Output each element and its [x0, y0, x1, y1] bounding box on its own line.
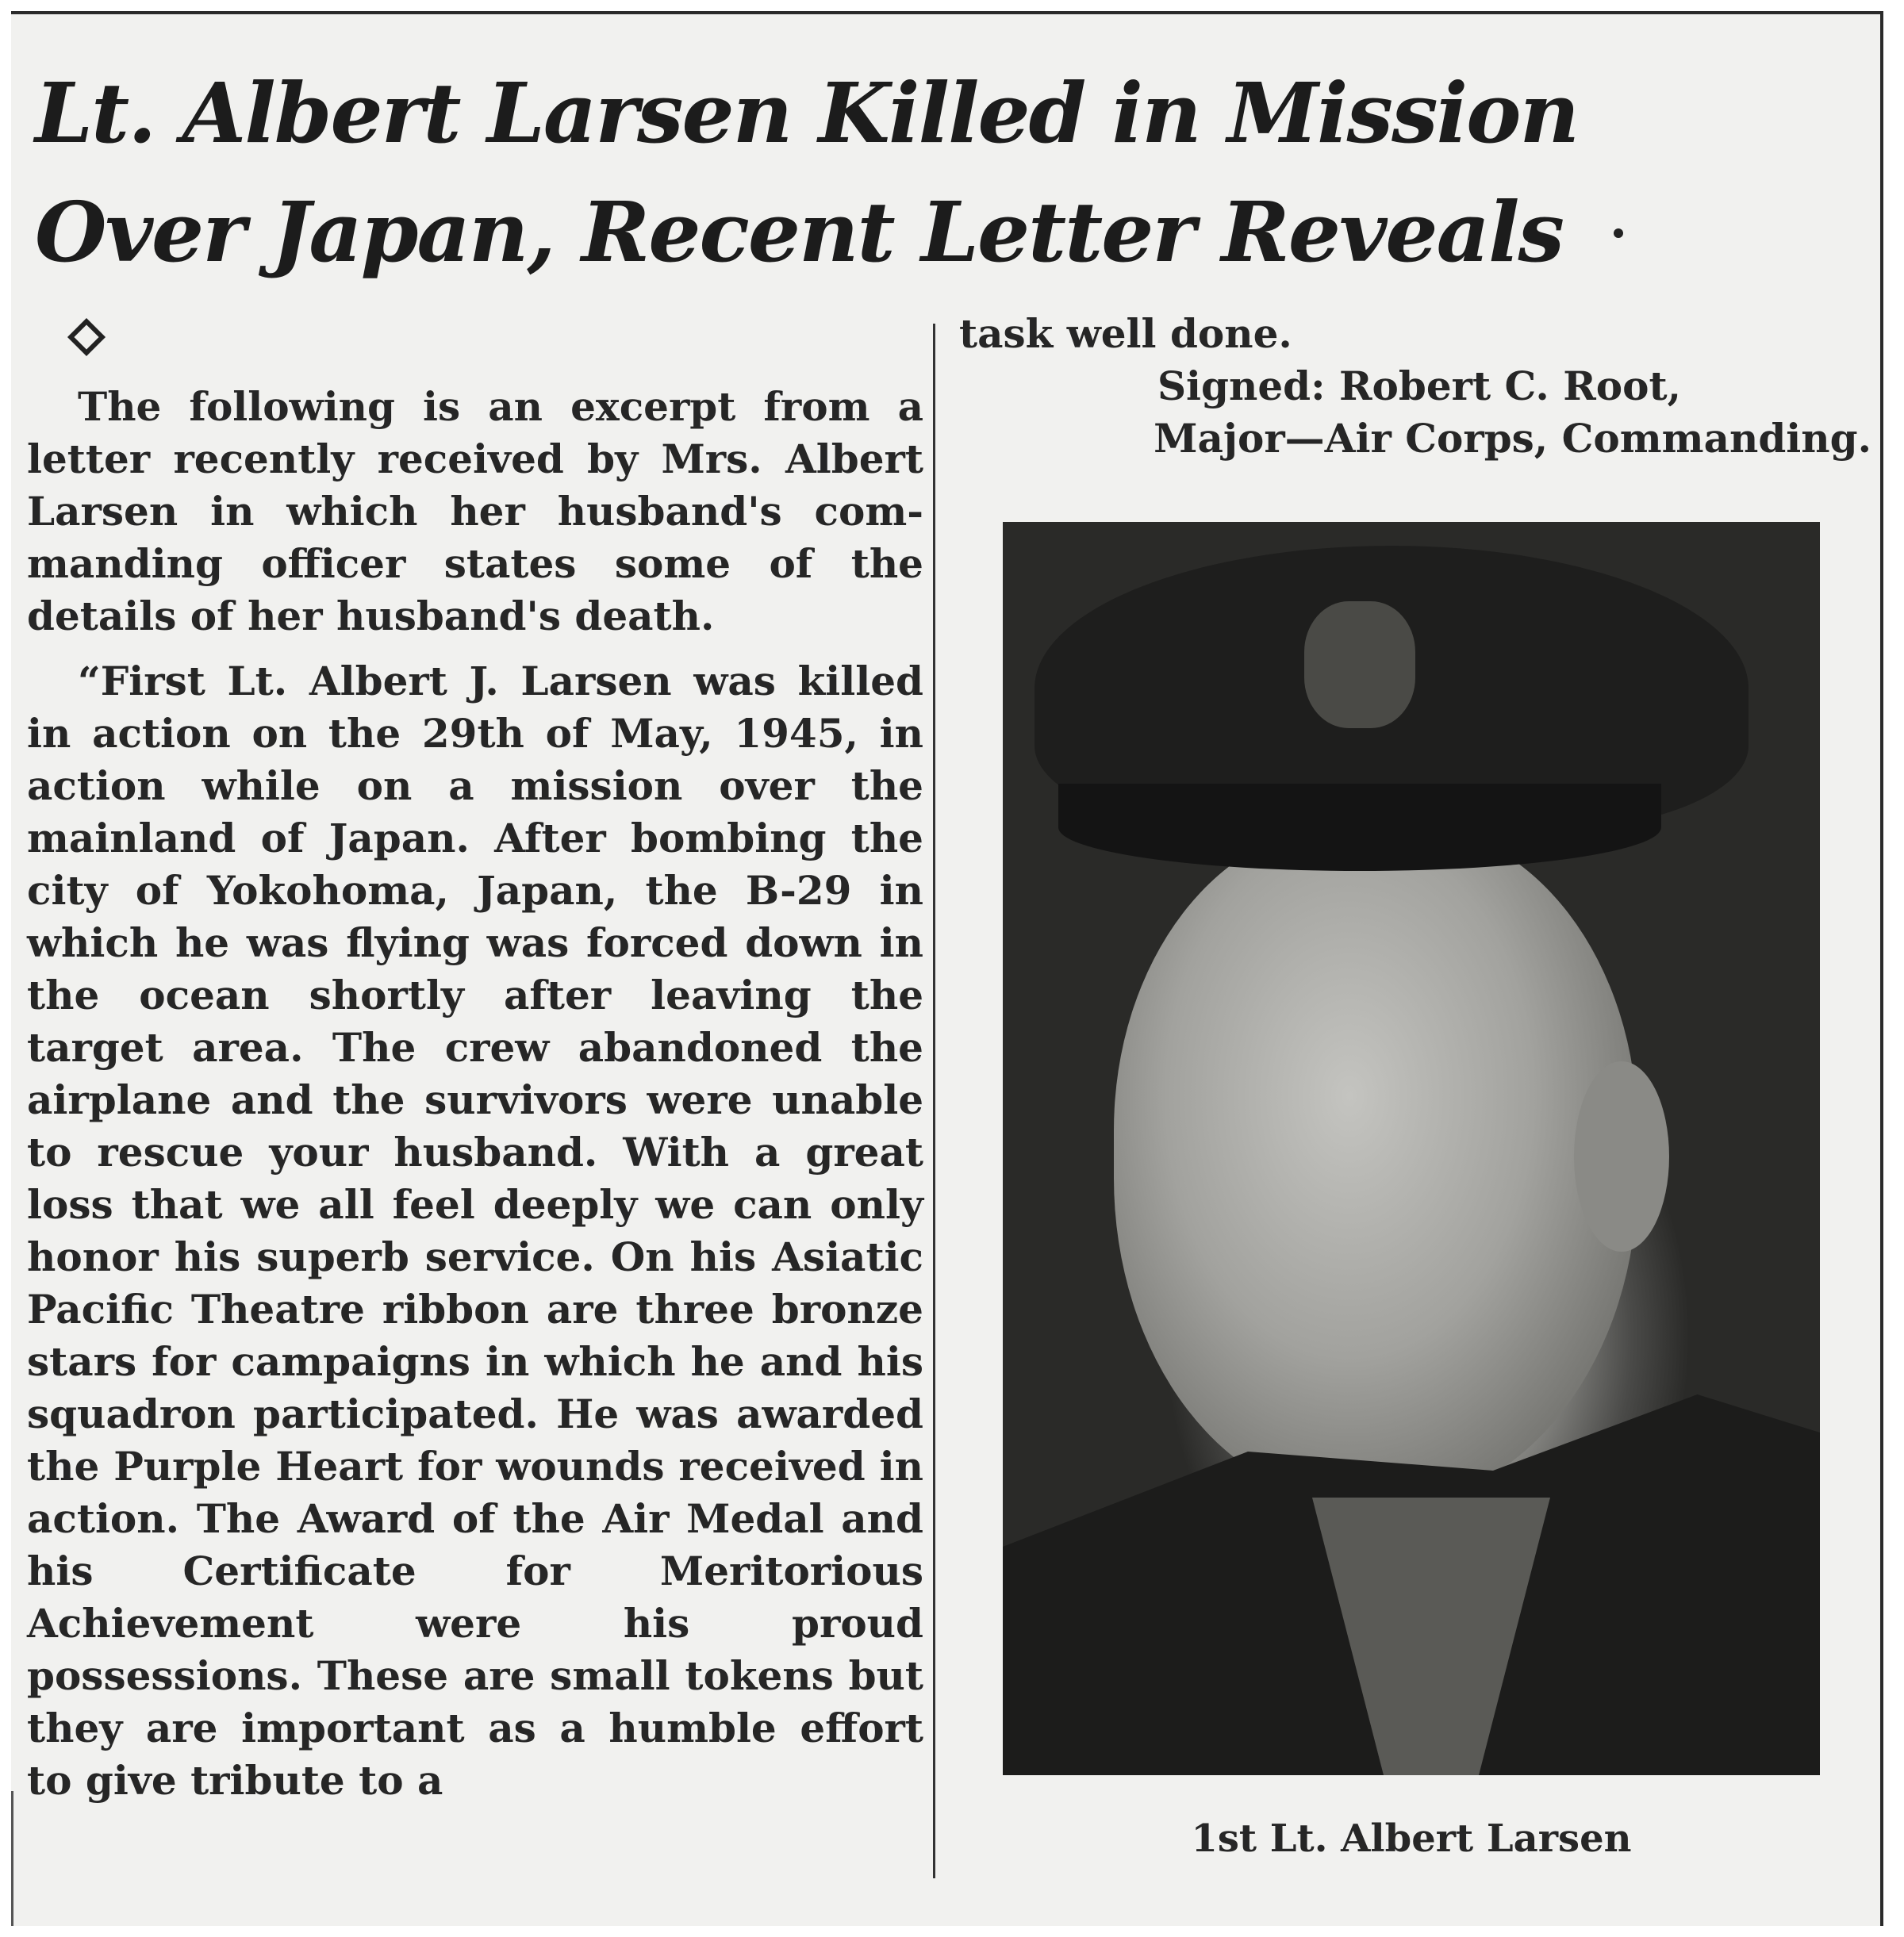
headline-dot — [1614, 228, 1623, 238]
diamond-ornament-icon — [67, 318, 106, 356]
headline — [35, 54, 1701, 292]
article-left-column — [27, 381, 923, 1820]
photo-caption: 1st Lt. Albert Larsen — [1191, 1816, 1632, 1861]
letter-paragraph: “First Lt. Albert J. Larsen was killed in action on the 29th of May, 1945, in action while on a mission over the mainland of Japan. After bombing the city of Yokohoma, Japan, the B-29 in which he was flying was forced down in the ocean shortly after leaving the target area. The crew abandoned the airplane and the survivors were unable to rescue your husband. With a great loss that we all feel deeply we can only honor his superb service. On his Asiatic Pacific Theatre ribbon are three bronze stars for campaigns in which he and his squadron participated. He was awarded the Purple Heart for wounds received in action. The Award of the Air Medal and his Certificate for Meritorious Achievement were his proud possessions. These are small tokens but they are important as a humble effort to give tribute to a — [27, 658, 923, 1804]
margin-rule — [11, 1791, 13, 1926]
portrait-photo — [1003, 522, 1820, 1775]
portrait-face — [1114, 823, 1637, 1505]
signature-line-2: Major—Air Corps, Commanding. — [1154, 415, 1871, 462]
portrait-ear — [1574, 1061, 1669, 1252]
column-rule — [933, 324, 935, 1878]
headline-line-1: Lt. Albert Larsen Killed in Mission — [35, 64, 1579, 162]
article-right-column — [959, 308, 1871, 465]
headline-line-2: Over Japan, Recent Letter Reveals — [35, 183, 1564, 281]
portrait-cap-visor — [1058, 784, 1661, 871]
signature-line-1: Signed: Robert C. Root, — [1157, 362, 1681, 409]
newspaper-clipping — [11, 11, 1883, 1926]
cap-badge-icon — [1304, 601, 1415, 728]
letter-end: task well done. — [959, 310, 1292, 357]
intro-paragraph: The following is an excerpt from a letter recently received by Mrs. Albert Larsen in which her husband's commanding officer states some of the details of her husband's death. — [27, 383, 923, 639]
